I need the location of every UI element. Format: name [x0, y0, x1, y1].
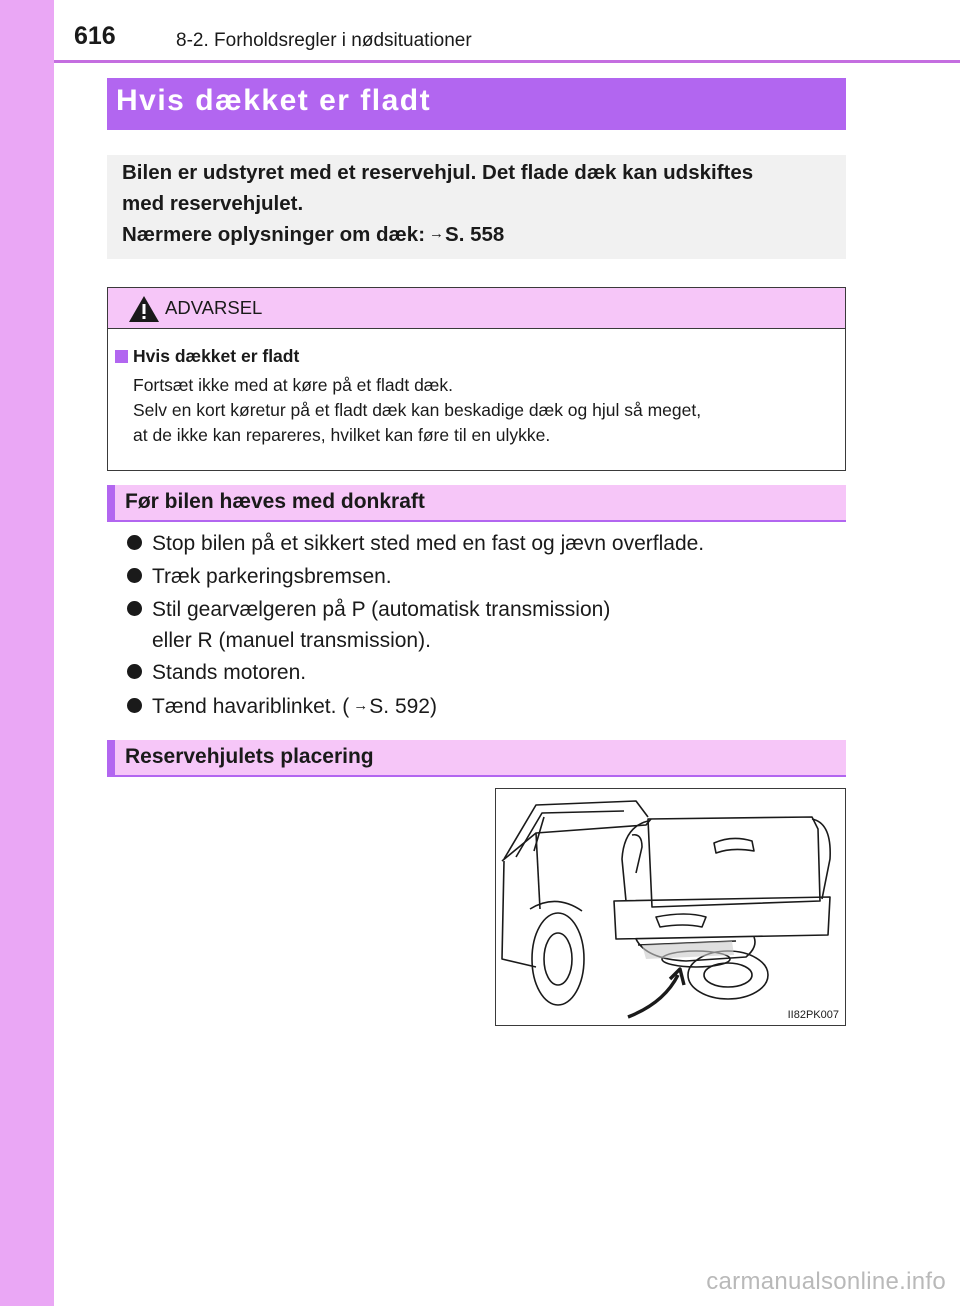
- title-bar: [107, 78, 846, 130]
- page-ref-link[interactable]: S. 592): [369, 695, 437, 718]
- page-title: Hvis dækket er fladt: [116, 84, 432, 117]
- figure-code: II82PK007: [787, 1009, 839, 1021]
- intro-ref-link[interactable]: S. 558: [445, 223, 505, 246]
- warning-line: Selv en kort køretur på et fladt dæk kan beskadige dæk og hjul så meget,: [133, 400, 702, 420]
- section-heading-text: Reservehjulets placering: [125, 745, 374, 768]
- list-item: [127, 661, 306, 685]
- bullet-dot-icon: [127, 664, 142, 679]
- warning-header: [108, 288, 845, 329]
- section-heading-jacking: [107, 485, 846, 522]
- page-number: 616: [74, 22, 116, 50]
- intro-box: [107, 155, 846, 259]
- spare-tire-illustration: [495, 788, 846, 1026]
- watermark: carmanualsonline.info: [706, 1268, 946, 1295]
- warning-triangle-icon: [128, 295, 160, 323]
- list-item: [127, 565, 392, 589]
- list-item-text: Træk parkeringsbremsen.: [152, 565, 392, 588]
- bullet-dot-icon: [127, 535, 142, 550]
- section-heading-spare-location: [107, 740, 846, 777]
- list-item: [127, 532, 704, 556]
- bullet-dot-icon: [127, 698, 142, 713]
- running-header: 8-2. Forholdsregler i nødsituationer: [176, 30, 472, 51]
- list-item: [127, 695, 437, 719]
- warning-line: Fortsæt ikke med at køre på et fladt dæk.: [133, 375, 453, 395]
- warning-label: ADVARSEL: [165, 297, 263, 318]
- intro-line-3: [122, 223, 504, 247]
- list-item: [127, 598, 610, 622]
- intro-ref-text: Nærmere oplysninger om dæk:: [122, 223, 426, 246]
- arrow-right-icon: →: [429, 225, 445, 242]
- warning-line: at de ikke kan repareres, hvilket kan føre til en ulykke.: [133, 425, 551, 445]
- square-bullet-icon: [115, 350, 128, 363]
- bullet-dot-icon: [127, 568, 142, 583]
- header-rule: [54, 60, 960, 63]
- list-item-continuation: eller R (manuel transmission).: [152, 629, 431, 652]
- arrow-right-icon: →: [353, 697, 369, 714]
- intro-line-2: med reservehjulet.: [122, 192, 304, 215]
- list-item-text: Stop bilen på et sikkert sted med en fast og jævn overflade.: [152, 532, 705, 555]
- bullet-dot-icon: [127, 601, 142, 616]
- truck-rear-illustration: [496, 789, 846, 1026]
- section-heading-text: Før bilen hæves med donkraft: [125, 490, 425, 513]
- warning-subhead: Hvis dækket er fladt: [133, 346, 300, 366]
- left-margin-strip: [0, 0, 54, 1306]
- warning-box: [107, 287, 846, 471]
- list-item-text: Tænd havariblinket. (: [152, 695, 350, 718]
- intro-line-1: Bilen er udstyret med et reservehjul. Det flade dæk kan udskiftes: [122, 161, 754, 184]
- list-item-text: Stands motoren.: [152, 661, 307, 684]
- list-item-text: Stil gearvælgeren på P (automatisk transmission): [152, 598, 611, 621]
